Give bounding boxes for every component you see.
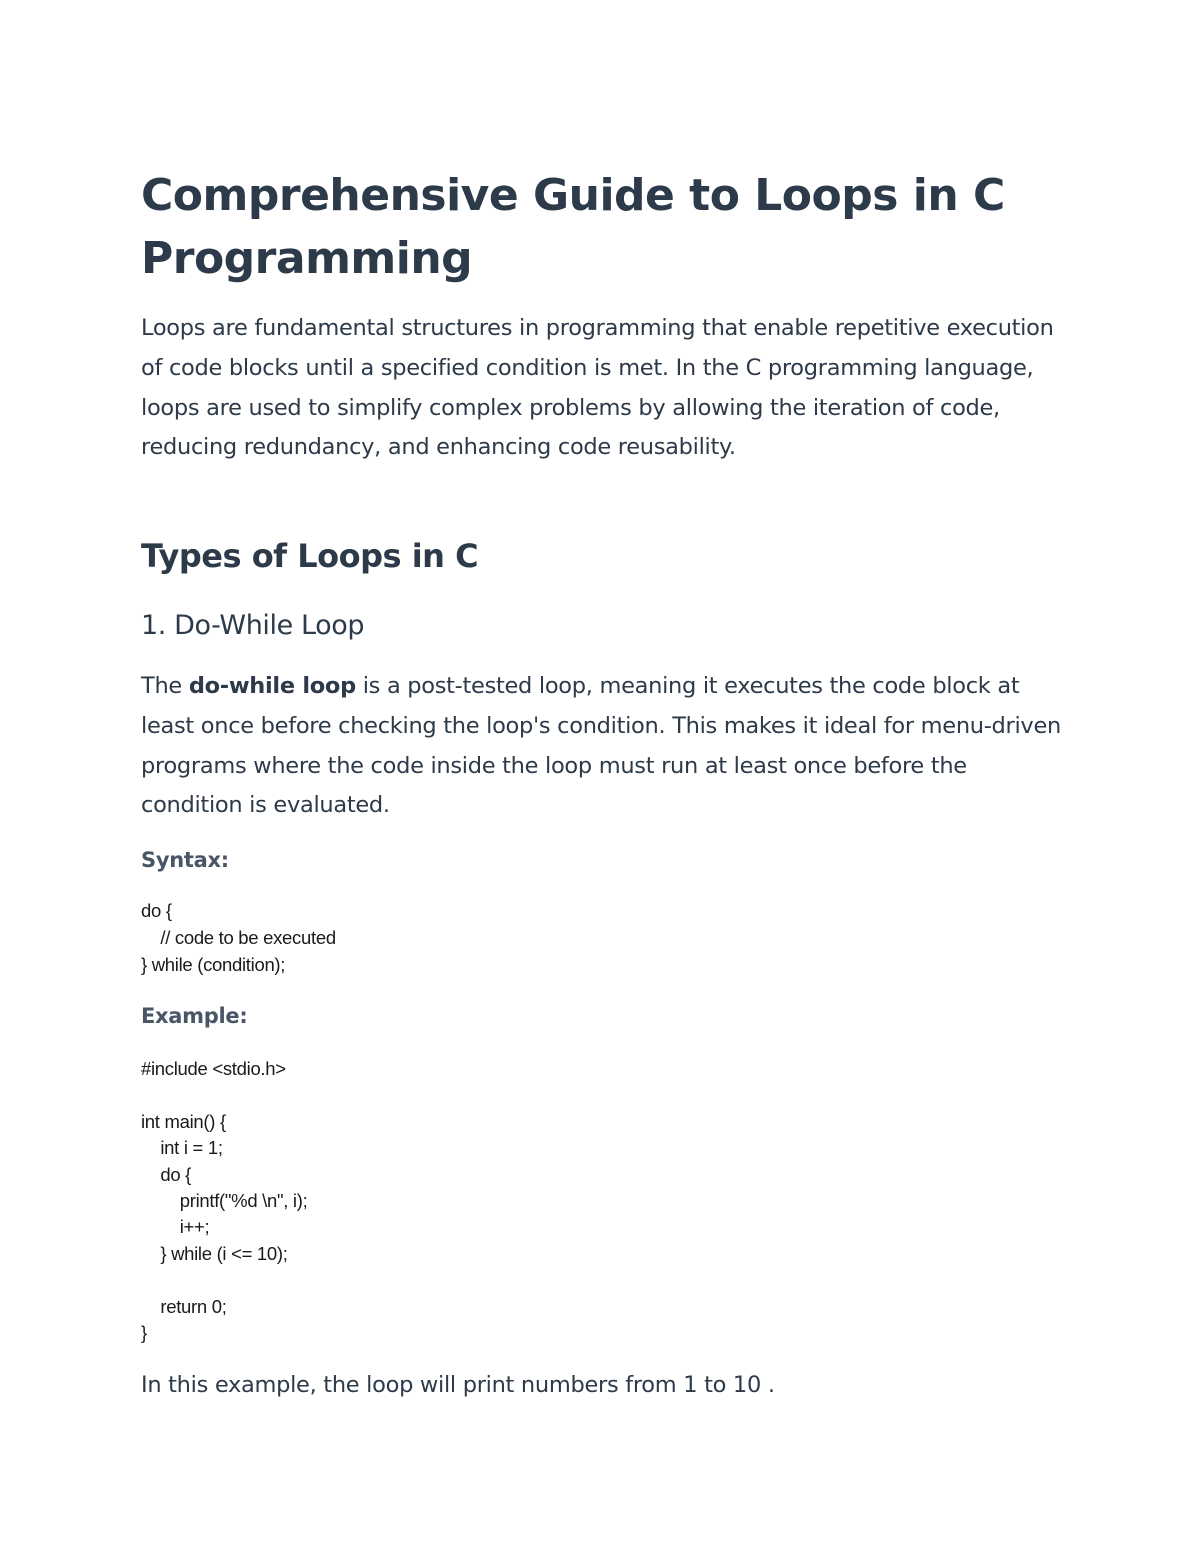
page-title: Comprehensive Guide to Loops in C Programming — [141, 170, 1005, 284]
description-bold-term: do-while loop — [188, 673, 356, 699]
description-text: The — [141, 673, 189, 699]
description-paragraph — [141, 667, 1061, 826]
description-text: is a post-tested loop, meaning it executes the code block at least once before checking the loop's condition. This makes it ideal for menu-driven programs where the code inside the loop must run at least once before the condition is evaluated. — [141, 673, 1061, 819]
subsection-heading: 1. Do-While Loop — [141, 610, 365, 641]
example-label: Example: — [141, 1004, 248, 1028]
syntax-label: Syntax: — [141, 848, 229, 872]
section-heading: Types of Loops in C — [141, 537, 479, 575]
intro-paragraph: Loops are fundamental structures in programming that enable repetitive execution of code blocks until a specified condition is met. In the C programming language, loops are used to simplify complex problems by allowing the iteration of code, reducing redundancy, and enhancing code reusability. — [141, 315, 1054, 461]
syntax-code-block: do { // code to be executed } while (condition); — [141, 900, 336, 975]
example-code-block: #include <stdio.h> int main() { int i = 1; do { printf("%d \n", i); i++; } while (i <= 10); return 0; } — [141, 1058, 308, 1344]
conclusion-paragraph: In this example, the loop will print numbers from 1 to 10 . — [141, 1372, 775, 1398]
